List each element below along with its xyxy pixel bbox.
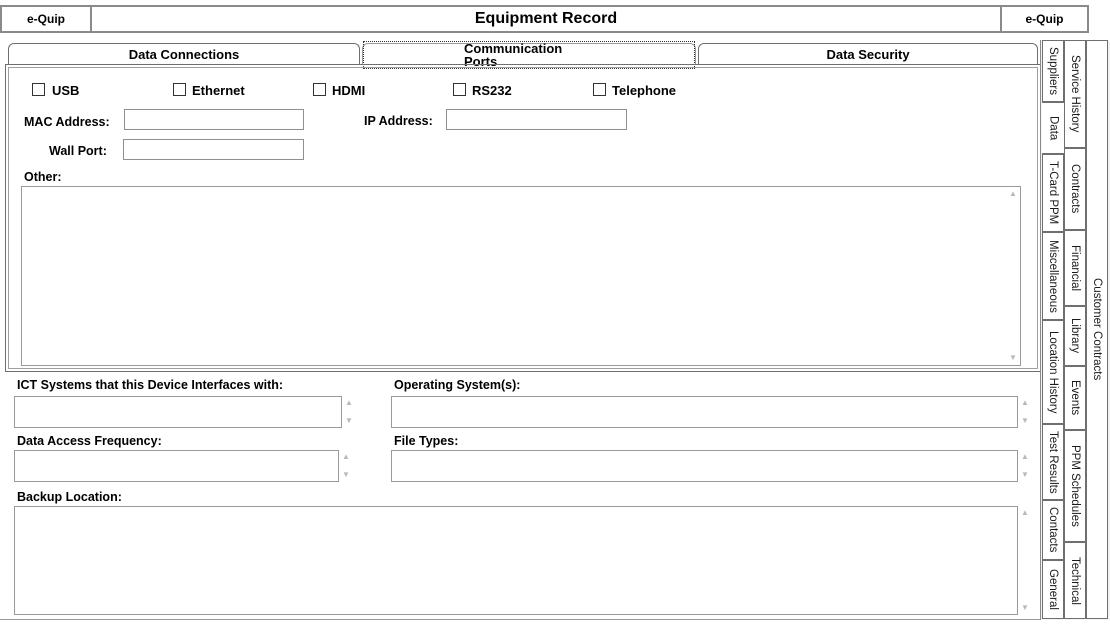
ict-systems-field[interactable] (14, 396, 342, 428)
data-access-frequency-scrollbar[interactable] (339, 450, 353, 482)
usb-label: USB (52, 83, 80, 98)
scroll-up-icon[interactable]: ▲ (342, 452, 350, 461)
side-tab-suppliers[interactable] (1042, 40, 1064, 102)
usb-checkbox[interactable] (32, 83, 45, 96)
tab-data-connections[interactable] (8, 43, 360, 65)
side-tab-events[interactable] (1064, 366, 1086, 430)
hdmi-checkbox[interactable] (313, 83, 326, 96)
tab-label: Data Connections (128, 47, 240, 62)
operating-systems-scrollbar[interactable] (1018, 396, 1032, 428)
side-tab-t-card-ppm[interactable] (1042, 154, 1064, 232)
side-tab-library[interactable] (1064, 306, 1086, 366)
side-tab-label: Suppliers (1047, 47, 1059, 95)
side-tab-service-history[interactable] (1064, 40, 1086, 148)
side-tab-label: Service History (1069, 55, 1081, 133)
bottom-divider (0, 619, 1040, 620)
side-tab-label: Data (1047, 115, 1060, 141)
scroll-up-icon[interactable]: ▲ (345, 398, 353, 407)
side-tab-test-results[interactable] (1042, 424, 1064, 500)
side-tab-label: Contacts (1047, 507, 1059, 553)
ip-address-label: IP Address: (364, 114, 433, 128)
side-tab-data[interactable] (1042, 102, 1066, 154)
rs232-label: RS232 (472, 83, 512, 98)
equip-right-button[interactable]: e-Quip (1000, 5, 1089, 33)
side-tab-label: PPM Schedules (1069, 445, 1081, 527)
scroll-up-icon[interactable]: ▲ (1009, 189, 1017, 198)
tab-communication-ports[interactable] (362, 40, 696, 69)
side-tab-customer-contracts[interactable] (1086, 40, 1108, 619)
data-access-frequency-field[interactable] (14, 450, 339, 482)
backup-location-scrollbar[interactable] (1018, 506, 1032, 615)
side-tab-contacts[interactable] (1042, 500, 1064, 560)
side-tab-label: Location History (1047, 330, 1059, 414)
scroll-up-icon[interactable]: ▲ (1021, 508, 1029, 517)
scroll-down-icon[interactable]: ▼ (1009, 353, 1017, 362)
operating-systems-field[interactable] (391, 396, 1018, 428)
ip-address-field[interactable] (446, 109, 627, 130)
ict-systems-scrollbar[interactable] (342, 396, 356, 428)
scroll-up-icon[interactable]: ▲ (1021, 452, 1029, 461)
side-tab-financial[interactable] (1064, 230, 1086, 306)
file-types-field[interactable] (391, 450, 1018, 482)
wall-port-label: Wall Port: (49, 144, 107, 158)
side-tab-label: Miscellaneous (1047, 239, 1059, 313)
tab-label: Communication Ports (363, 41, 695, 69)
side-tab-label: Events (1069, 380, 1081, 416)
scroll-down-icon[interactable]: ▼ (1021, 470, 1029, 479)
side-tab-label: Library (1069, 318, 1081, 354)
scroll-up-icon[interactable]: ▲ (1021, 398, 1029, 407)
data-access-frequency-label: Data Access Frequency: (17, 434, 162, 448)
ethernet-label: Ethernet (192, 83, 245, 98)
scroll-down-icon[interactable]: ▼ (342, 470, 350, 479)
side-tab-label: Customer Contracts (1091, 278, 1103, 381)
file-types-label: File Types: (394, 434, 459, 448)
side-tab-label: T-Card PPM (1047, 161, 1059, 225)
rs232-checkbox[interactable] (453, 83, 466, 96)
file-types-scrollbar[interactable] (1018, 450, 1032, 482)
backup-location-label: Backup Location: (17, 490, 122, 504)
tab-data-security[interactable] (698, 43, 1038, 65)
side-tab-miscellaneous[interactable] (1042, 232, 1064, 320)
scroll-down-icon[interactable]: ▼ (1021, 603, 1029, 612)
telephone-label: Telephone (612, 83, 677, 98)
side-tab-contracts[interactable] (1064, 148, 1086, 230)
tab-label: Data Security (826, 47, 910, 62)
side-tab-label: Test Results (1047, 430, 1059, 494)
operating-systems-label: Operating System(s): (394, 378, 521, 392)
side-tab-label: Financial (1069, 244, 1081, 292)
side-tab-technical[interactable] (1064, 542, 1086, 619)
page-title: Equipment Record (90, 5, 1002, 33)
side-tab-label: General (1047, 569, 1059, 610)
mac-address-label: MAC Address: (24, 115, 110, 129)
wall-port-field[interactable] (123, 139, 304, 160)
equip-left-button[interactable]: e-Quip (0, 5, 92, 33)
side-tab-location-history[interactable] (1042, 320, 1064, 424)
telephone-checkbox[interactable] (593, 83, 606, 96)
side-tab-ppm-schedules[interactable] (1064, 430, 1086, 542)
side-tab-label: Technical (1069, 556, 1081, 605)
hdmi-label: HDMI (332, 83, 366, 98)
scroll-down-icon[interactable]: ▼ (1021, 416, 1029, 425)
ict-systems-label: ICT Systems that this Device Interfaces with: (17, 378, 284, 392)
scroll-down-icon[interactable]: ▼ (345, 416, 353, 425)
side-tab-general[interactable] (1042, 560, 1064, 619)
backup-location-field[interactable] (14, 506, 1018, 615)
other-textarea[interactable] (21, 186, 1021, 366)
ethernet-checkbox[interactable] (173, 83, 186, 96)
side-tab-label: Contracts (1069, 164, 1081, 214)
mac-address-field[interactable] (124, 109, 304, 130)
other-label: Other: (24, 170, 62, 184)
